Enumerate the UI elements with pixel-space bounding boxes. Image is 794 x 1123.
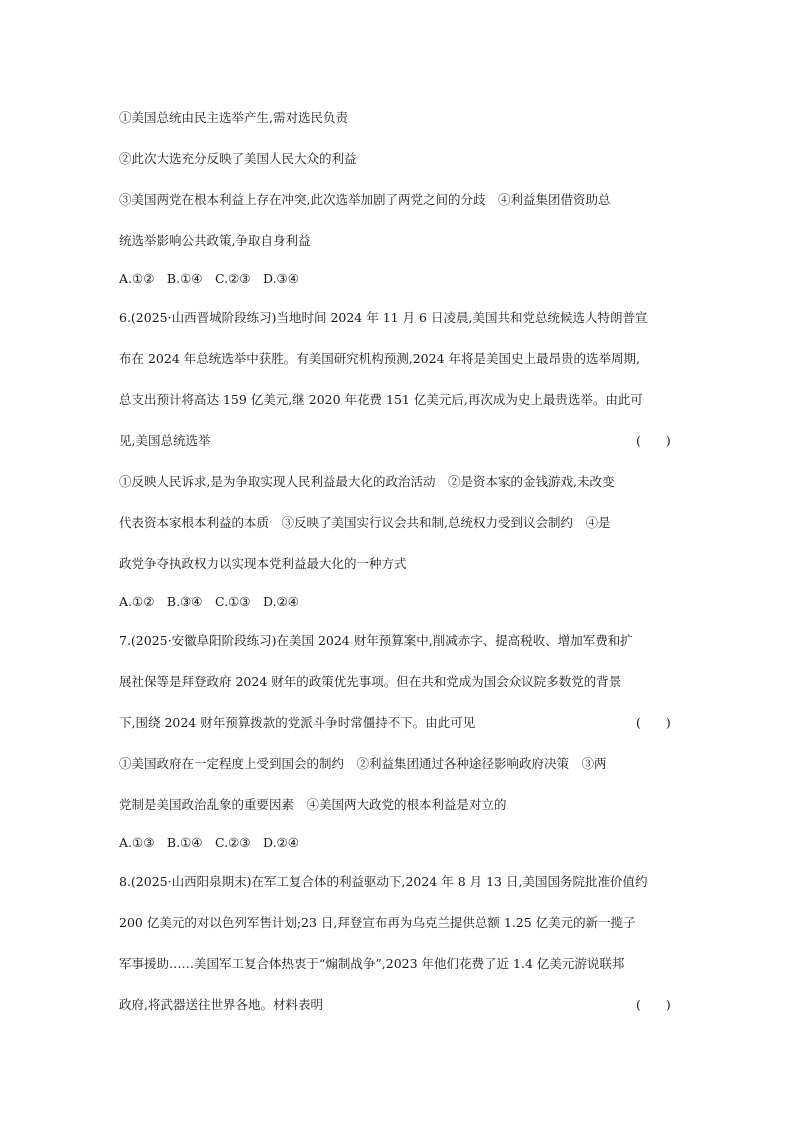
q6-choices: A.①② B.③④ C.①③ D.②④ (119, 594, 299, 609)
q8-stem-line-1: 8.(2025·山西阳泉期末)在军工复合体的利益驱动下,2024 年 8 月 13 日,美国国务院批准价值约 (119, 874, 648, 889)
q6-stem-line-1: 6.(2025·山西晋城阶段练习)当地时间 2024 年 11 月 6 日凌晨,美国共和党总统候选人特朗普宣 (119, 310, 648, 325)
q7-stem-line-2: 展社保等是拜登政府 2024 财年的政策优先事项。但在共和党成为国会众议院多数党的背景 (119, 674, 622, 689)
q7-stem-line-1: 7.(2025·安徽阜阳阶段练习)在美国 2024 财年预算案中,削减赤字、提高税收、增加军费和扩 (119, 633, 633, 648)
q8-stem-line-4: 政府,将武器送往世界各地。材料表明 (119, 997, 323, 1012)
q8-stem-line-3: 军事援助……美国军工复合体热衷于“煽制战争”,2023 年他们花费了近 1.4 亿美元游说联邦 (119, 956, 625, 971)
q5-option-4-continued: 统选举影响公共政策,争取自身利益 (119, 233, 311, 248)
q6-options-line-3: 政党争夺执政权力以实现本党利益最大化的一种方式 (119, 556, 407, 571)
q7-choices: A.①③ B.①④ C.②③ D.②④ (119, 835, 299, 850)
q7-answer-bracket: ( ) (636, 715, 671, 730)
q7-options-line-2: 党制是美国政治乱象的重要因素 ④美国两大政党的根本利益是对立的 (119, 797, 507, 812)
q6-stem-line-2: 布在 2024 年总统选举中获胜。有美国研究机构预测,2024 年将是美国史上最昂贵的选举周期, (119, 351, 640, 366)
q7-stem-line-3: 下,围绕 2024 财年预算拨款的党派斗争时常僵持不下。由此可见 (119, 715, 476, 730)
q6-stem-line-3: 总支出预计将高达 159 亿美元,继 2020 年花费 151 亿美元后,再次成为史上最贵选举。由此可 (119, 392, 643, 407)
q6-options-line-1: ①反映人民诉求,是为争取实现人民利益最大化的政治活动 ②是资本家的金钱游戏,未改变 (119, 474, 615, 489)
q5-option-3-4: ③美国两党在根本利益上存在冲突,此次选举加剧了两党之间的分歧 ④利益集团借资助总 (119, 192, 611, 207)
q8-answer-bracket: ( ) (636, 997, 671, 1012)
q6-options-line-2: 代表资本家根本利益的本质 ③反映了美国实行议会共和制,总统权力受到议会制约 ④是 (119, 515, 611, 530)
q6-stem-line-4: 见,美国总统选举 (119, 433, 211, 448)
q8-stem-line-2: 200 亿美元的对以色列军售计划;23 日,拜登宣布再为乌克兰提供总额 1.25 亿美元的新一揽子 (119, 915, 636, 930)
q5-choices: A.①② B.①④ C.②③ D.③④ (119, 271, 299, 286)
q7-options-line-1: ①美国政府在一定程度上受到国会的制约 ②利益集团通过各种途径影响政府决策 ③两 (119, 756, 607, 771)
q5-option-2: ②此次大选充分反映了美国人民大众的利益 (119, 151, 357, 166)
q5-option-1: ①美国总统由民主选举产生,需对选民负责 (119, 110, 348, 125)
q6-answer-bracket: ( ) (636, 433, 671, 448)
